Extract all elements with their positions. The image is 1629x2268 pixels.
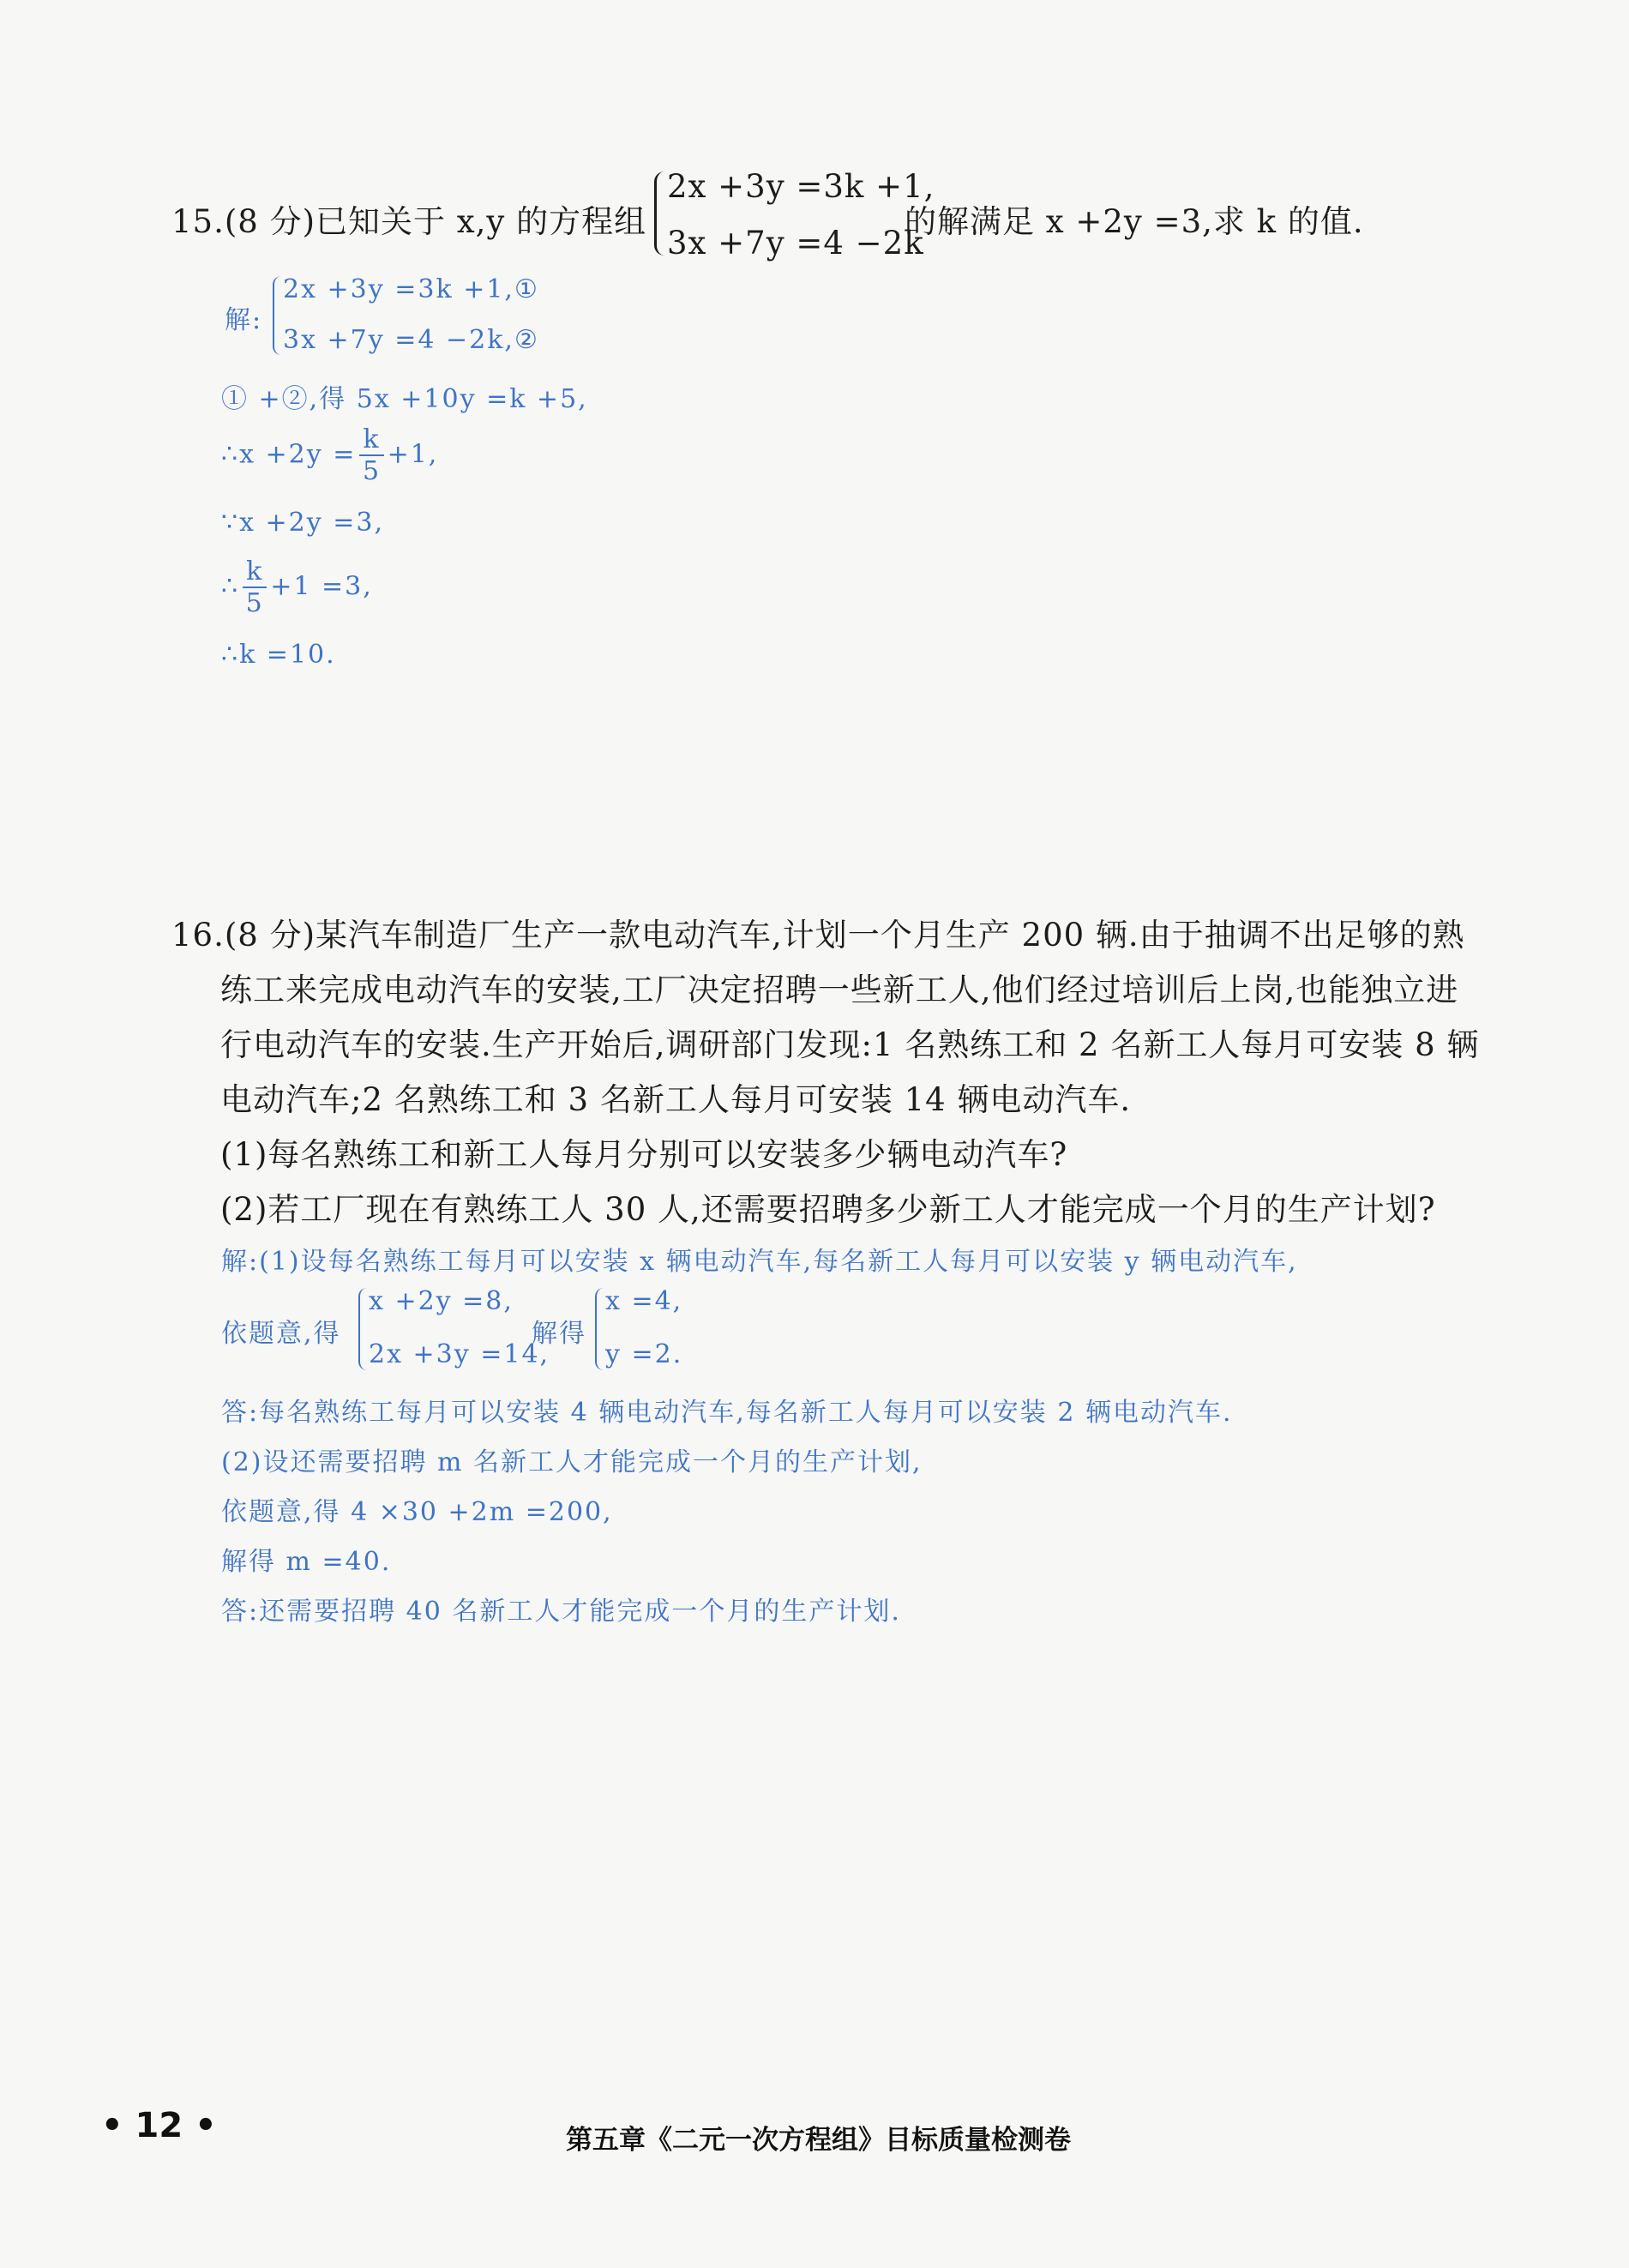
a16-line-1: 解:(1)设每名熟练工每月可以安装 x 辆电动汽车,每名新工人每月可以安装 y 辆电动汽车, [221,1247,1298,1277]
a16-solution-equation-1: x =4, [605,1286,683,1316]
a16-line-3: 依题意,得 4 ×30 +2m =200, [221,1497,613,1527]
a15-step-3: ∵x +2y =3, [221,508,385,538]
a16-system-label: 依题意,得 [221,1319,341,1349]
a15-step-2-post: +1, [387,439,439,470]
page-number: • 12 • [101,2106,217,2145]
a15-step-2-denominator: 5 [362,456,382,486]
a15-step-2-numerator: k [359,427,383,456]
a15-equation-1: 2x +3y =3k +1,① [283,274,539,304]
a15-label: 解: [225,305,263,335]
a15-step-4-pre: ∴ [221,571,240,602]
footer-title: 第五章《二元一次方程组》目标质量检测卷 [566,2125,1071,2156]
a16-system-equation-2: 2x +3y =14, [369,1339,550,1369]
a16-solution-equation-2: y =2. [605,1339,683,1369]
a15-step-5: ∴k =10. [221,640,336,670]
a15-step-1: ① +②,得 5x +10y =k +5, [221,384,588,414]
a15-step-4-post: +1 =3, [270,571,373,602]
a15-step-4-denominator: 5 [245,588,264,618]
a16-answer-1: 答:每名熟练工每月可以安装 4 辆电动汽车,每名新工人每月可以安装 2 辆电动汽车. [221,1398,1233,1428]
a15-step-4-fraction [243,556,267,618]
q15-equation-2: 3x +7y =4 −2k [667,225,924,262]
q16-line-3: 行电动汽车的安装.生产开始后,调研部门发现:1 名熟练工和 2 名新工人每月可安装 8 辆 [220,1026,1480,1063]
a16-solution-brace [595,1288,605,1370]
q15-prefix: 15.(8 分)已知关于 x,y 的方程组 [171,203,647,240]
a16-system-equation-1: x +2y =8, [369,1286,514,1316]
a15-step-4-numerator: k [243,559,267,588]
a15-equation-2: 3x +7y =4 −2k,② [283,325,539,355]
a15-step-2-pre: ∴x +2y = [221,439,357,470]
a16-solution-label: 解得 [532,1319,586,1349]
q16-part-1: (1)每名熟练工和新工人每月分别可以安装多少辆电动汽车? [220,1136,1068,1173]
a15-system-brace [273,276,283,355]
a16-system-brace [358,1288,369,1370]
a15-step-2-fraction [359,424,383,486]
a16-line-2: (2)设还需要招聘 m 名新工人才能完成一个月的生产计划, [221,1447,923,1477]
a16-line-4: 解得 m =40. [221,1547,392,1577]
q15-suffix: 的解满足 x +2y =3,求 k 的值. [905,203,1364,240]
a16-answer-2: 答:还需要招聘 40 名新工人才能完成一个月的生产计划. [221,1597,901,1627]
a15-step-2 [221,424,439,486]
a15-step-4 [221,556,373,618]
q16-line-1: 16.(8 分)某汽车制造厂生产一款电动汽车,计划一个月生产 200 辆.由于抽调不出足够的熟 [171,917,1465,954]
q16-line-4: 电动汽车;2 名熟练工和 3 名新工人每月可安装 14 辆电动汽车. [220,1081,1132,1118]
q15-equation-1: 2x +3y =3k +1, [667,168,935,205]
q16-part-2: (2)若工厂现在有熟练工人 30 人,还需要招聘多少新工人才能完成一个月的生产计划? [220,1191,1436,1228]
q16-line-2: 练工来完成电动汽车的安装,工厂决定招聘一些新工人,他们经过培训后上岗,也能独立进 [220,972,1459,1008]
